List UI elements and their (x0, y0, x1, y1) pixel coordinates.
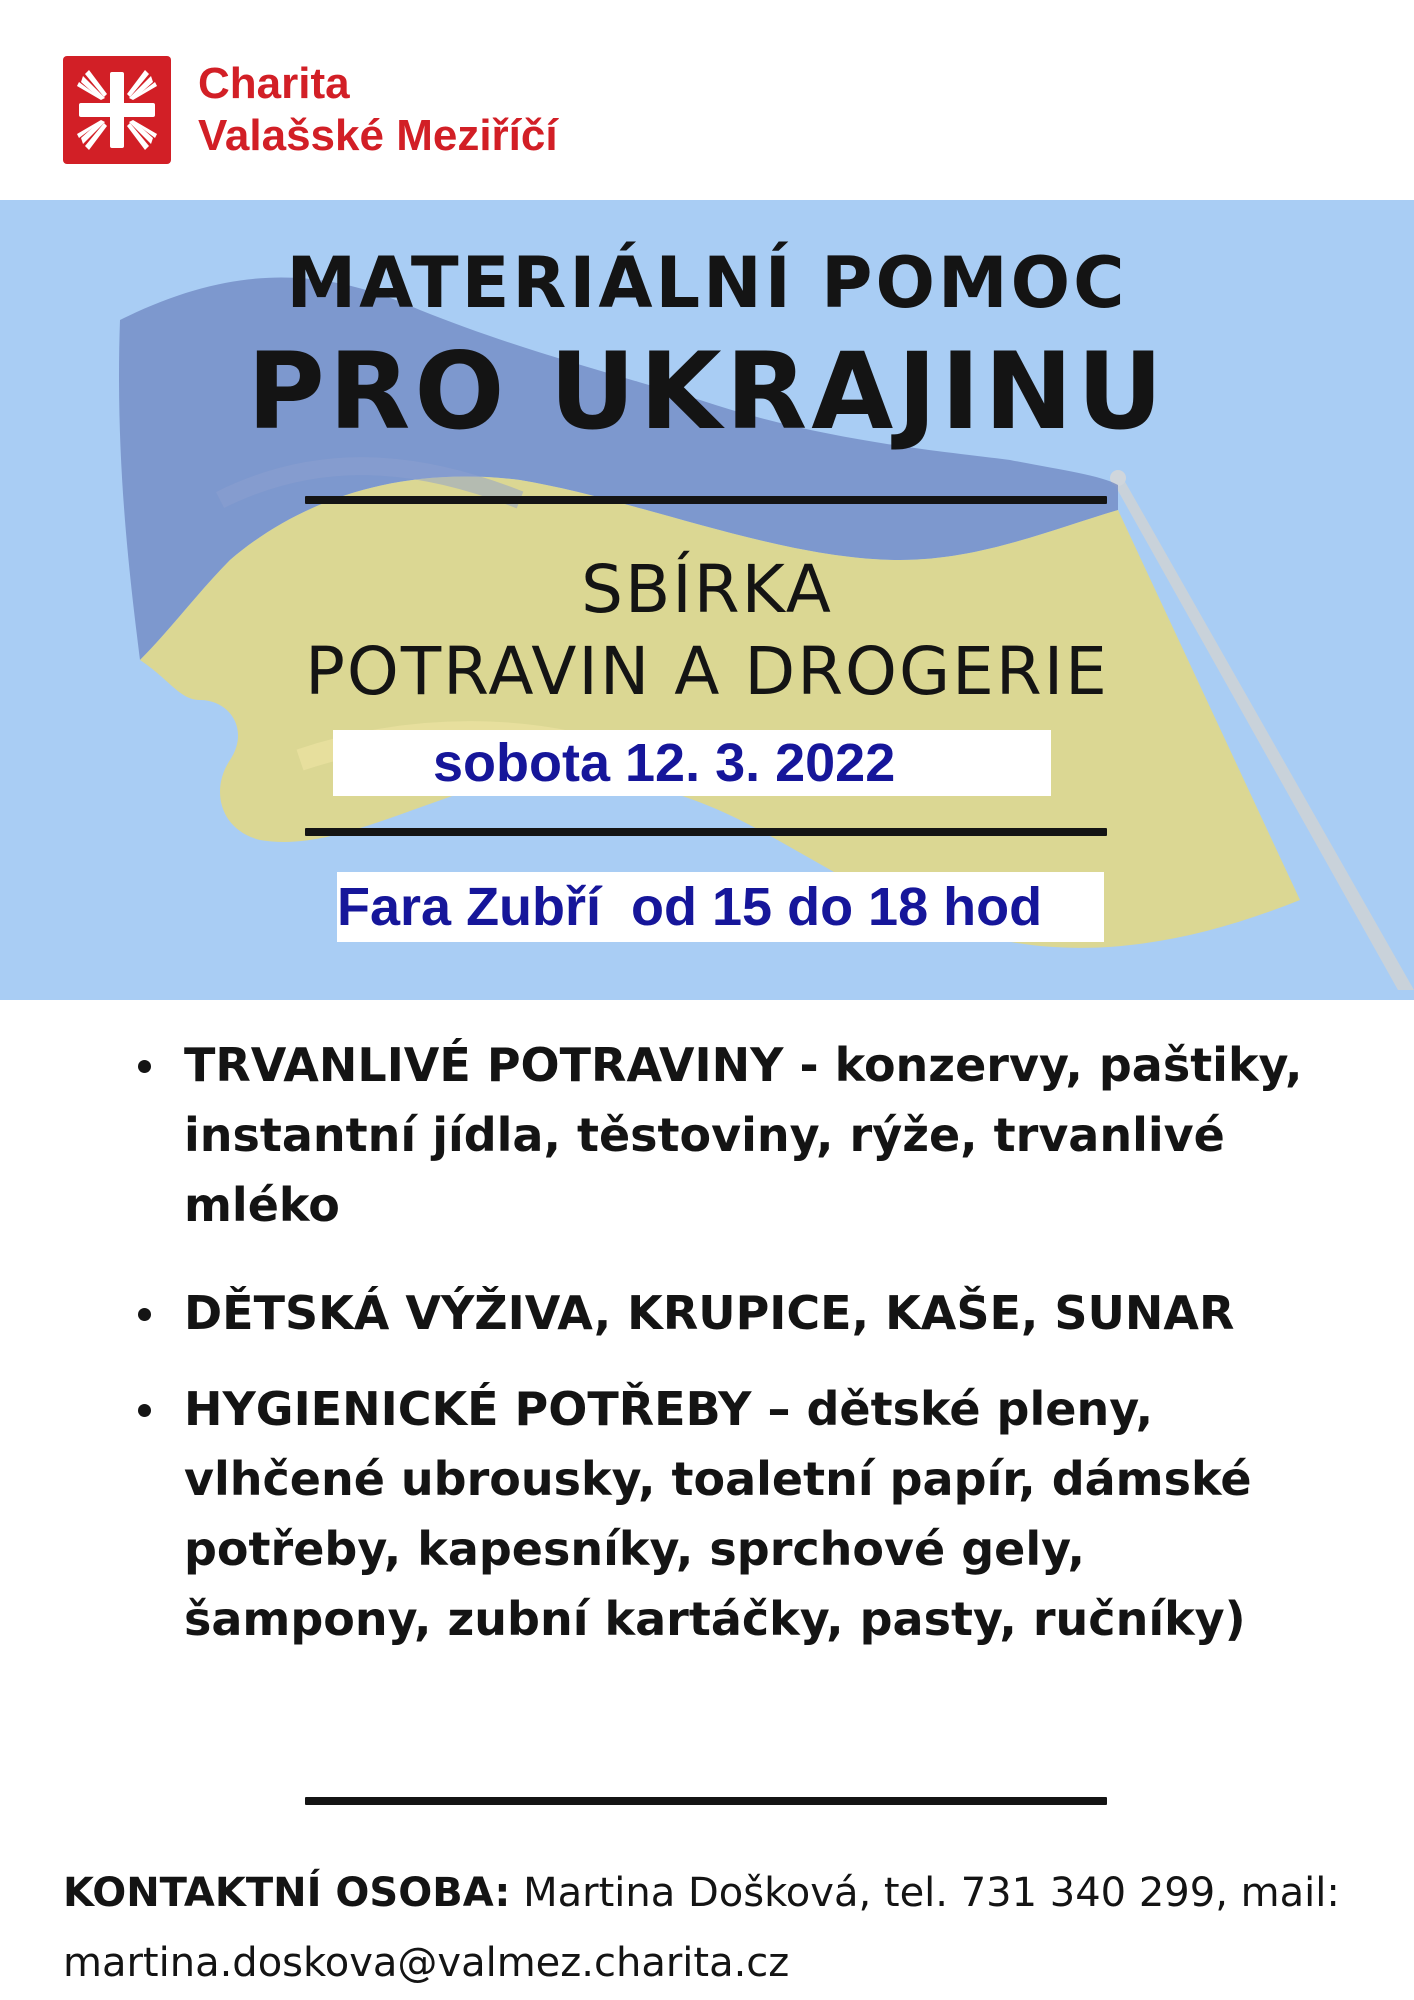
caritas-logo (63, 56, 171, 164)
organization-name (198, 58, 558, 162)
title-line2: PRO UKRAJINU (247, 330, 1167, 453)
divider-top (305, 496, 1107, 504)
caritas-cross-icon (63, 56, 171, 164)
bullet-icon (138, 1308, 151, 1321)
org-name-line1: Charita (198, 59, 350, 108)
list-item-heading: DĚTSKÁ VÝŽIVA, KRUPICE, KAŠE, SUNAR (184, 1286, 1235, 1340)
hero-banner (0, 200, 1414, 1000)
collection-items-list (138, 1030, 1328, 1654)
date-box (333, 730, 1051, 796)
org-name-line2: Valašské Meziříčí (198, 111, 558, 160)
contact-details: Martina Došková, tel. 731 340 299, mail: (510, 1870, 1340, 1916)
title-line1: MATERIÁLNÍ POMOC (286, 242, 1128, 324)
contact-email[interactable]: martina.doskova@valmez.charita.cz (63, 1940, 790, 1986)
bullet-icon (138, 1060, 151, 1073)
list-item-heading: HYGIENICKÉ POTŘEBY – (184, 1382, 807, 1436)
list-item-text: konzervy, paštiky, instantní jídla, těstoviny, rýže, trvanlivé mléko (184, 1038, 1303, 1232)
event-date: sobota 12. 3. 2022 (433, 733, 896, 793)
bullet-icon (138, 1404, 151, 1417)
list-item (138, 1374, 1328, 1654)
divider-bottom (305, 1797, 1107, 1805)
divider-middle (305, 828, 1107, 836)
event-place-time: Fara Zubří od 15 do 18 hod (337, 877, 1043, 937)
contact-info (63, 1858, 1383, 1998)
list-item (138, 1030, 1328, 1240)
subtitle-line2: POTRAVIN A DROGERIE (305, 633, 1109, 710)
list-item-text: dětské pleny, vlhčené ubrousky, toaletní papír, dámské potřeby, kapesníky, sprchové gely, šampony, zubní kartáčky, pasty, ručníky) (184, 1382, 1252, 1646)
contact-label: KONTAKTNÍ OSOBA: (63, 1870, 511, 1916)
list-item (138, 1278, 1328, 1348)
list-item-heading: TRVANLIVÉ POTRAVINY - (184, 1038, 835, 1092)
place-box (337, 872, 1104, 942)
subtitle-line1: SBÍRKA (581, 551, 833, 628)
